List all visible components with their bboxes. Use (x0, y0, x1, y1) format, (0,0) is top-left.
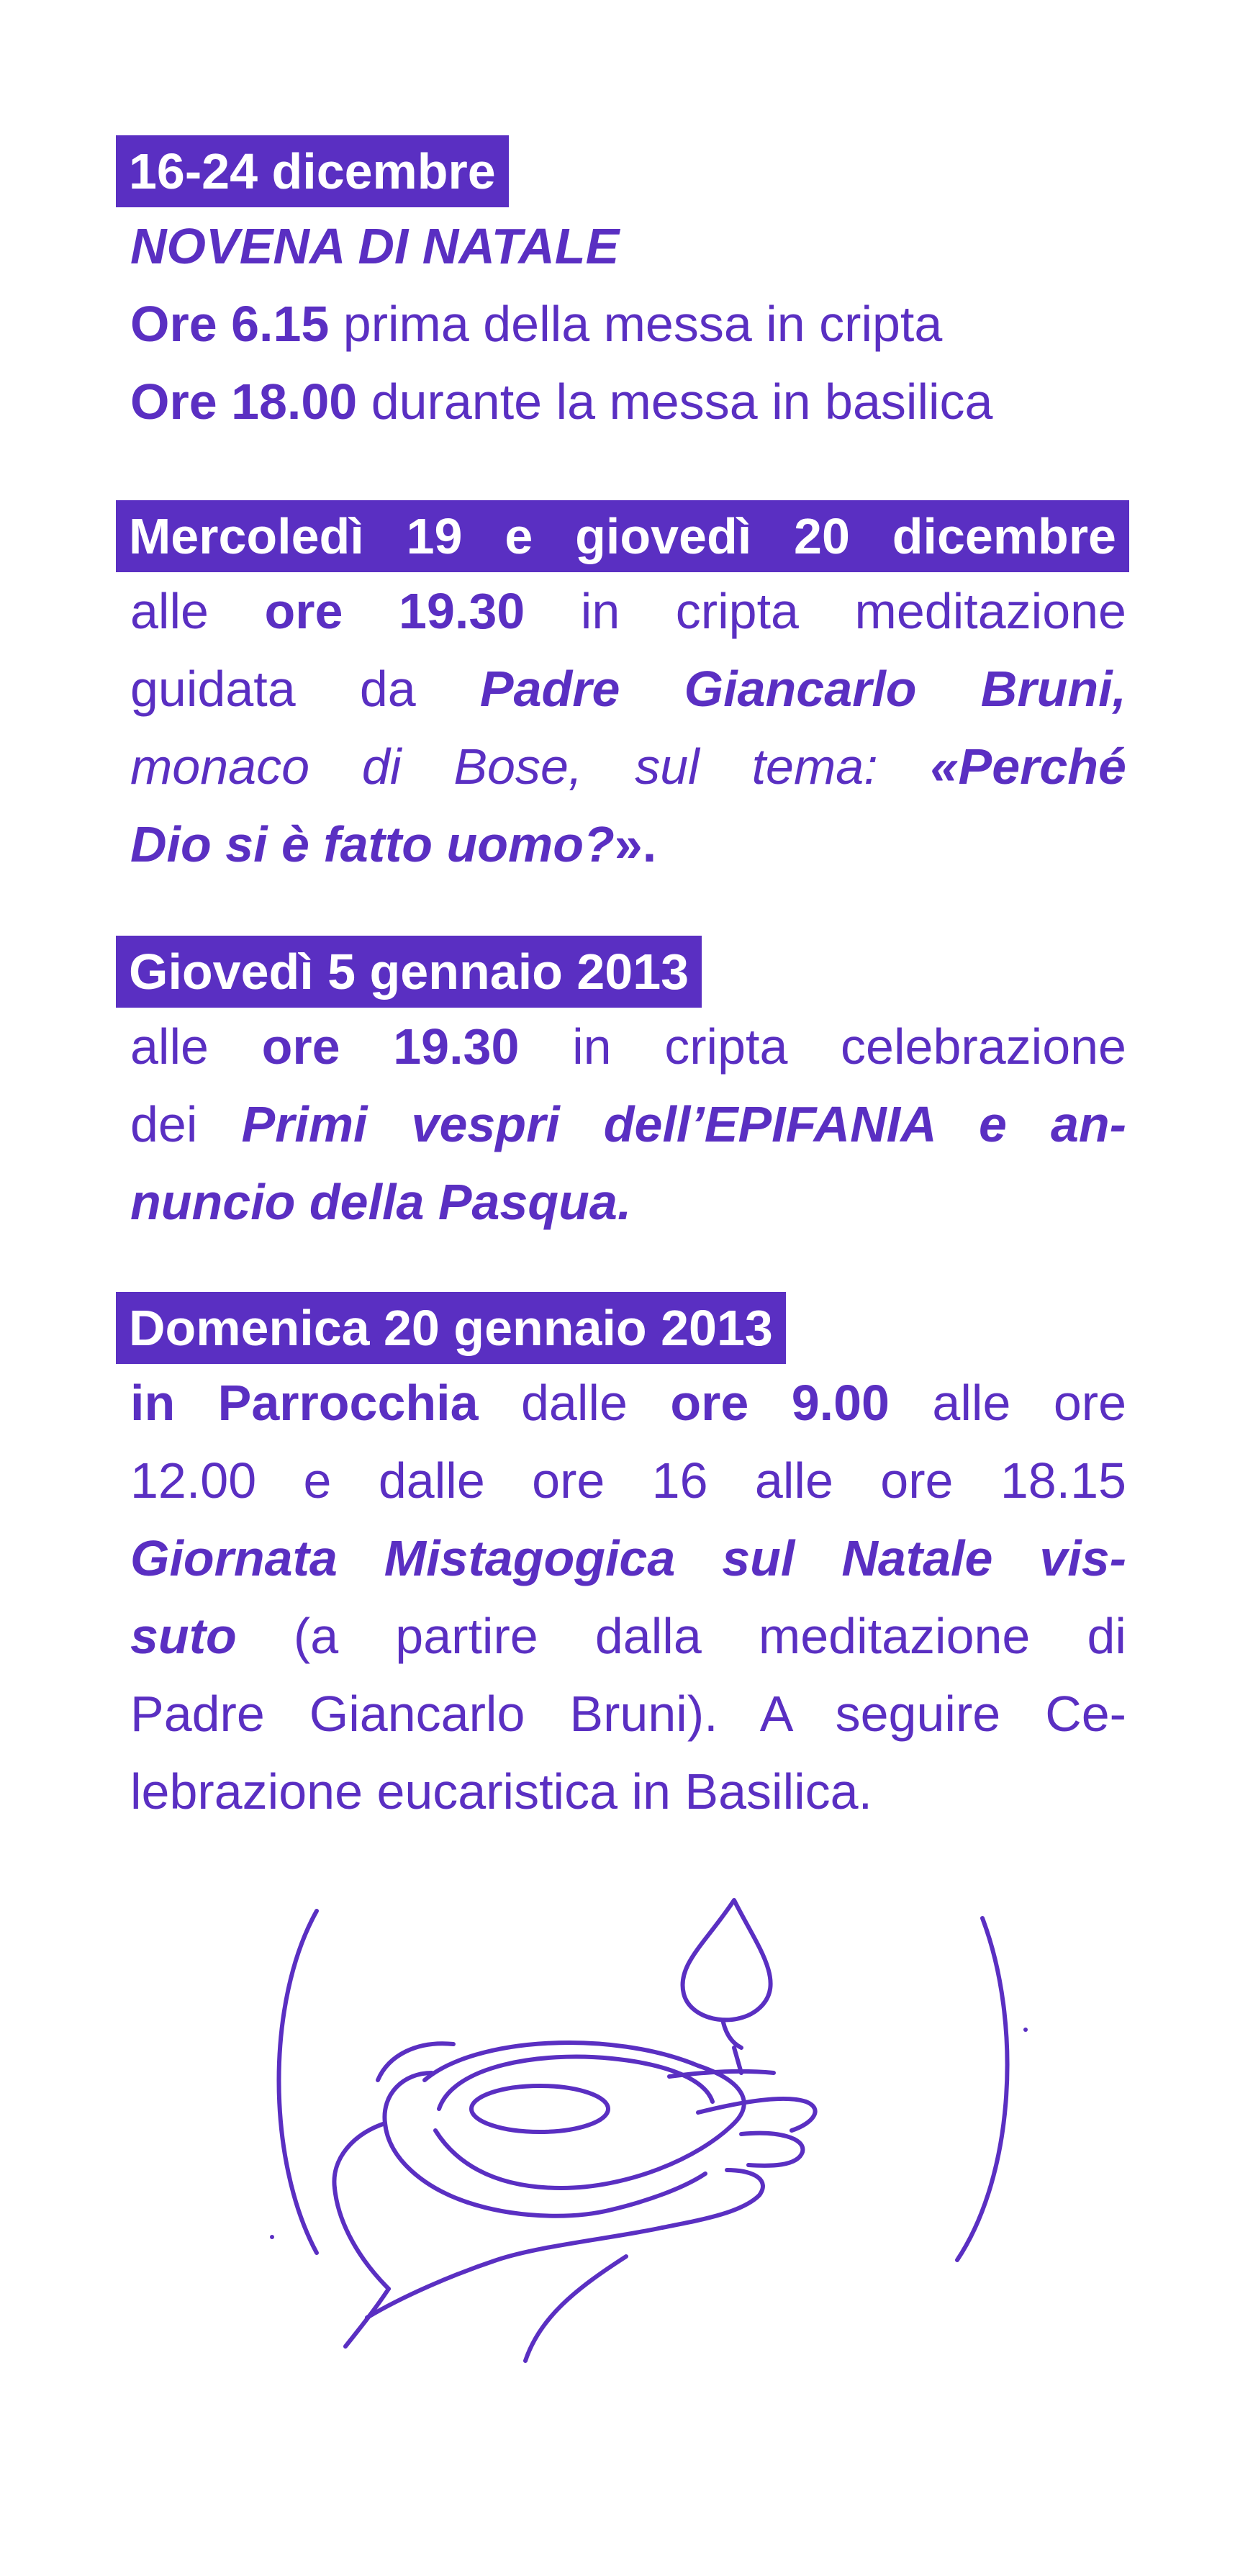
event-title (117, 207, 1129, 285)
section-novena (117, 135, 1129, 440)
body-line: Dio si è fatto uomo?». (130, 816, 657, 872)
body-line: dei Primi vespri dell’EPIFANIA e an- (130, 1096, 1126, 1152)
section-mystagogic-day (117, 1292, 1129, 1830)
body-line: in Parrocchia dalle ore 9.00 alle ore (130, 1375, 1127, 1431)
section-header: 16-24 dicembre (116, 135, 509, 207)
schedule-time: Ore 6.15 (130, 296, 330, 352)
body-line: Giornata Mistagogica sul Natale vis- (130, 1530, 1126, 1586)
section-meditation (117, 500, 1129, 883)
section-header: Domenica 20 gennaio 2013 (116, 1292, 786, 1364)
section-body (117, 1008, 1129, 1241)
schedule-time: Ore 18.00 (130, 374, 358, 430)
body-line: suto (a partire dalla meditazione di (130, 1608, 1126, 1664)
schedule-text: prima della messa in cripta (329, 296, 943, 352)
event-title-text: NOVENA DI NATALE (130, 218, 620, 274)
body-line: lebrazione eucaristica in Basilica. (130, 1763, 873, 1820)
section-body (117, 572, 1129, 883)
section-epiphany (117, 936, 1129, 1241)
body-line: alle ore 19.30 in cripta celebrazione (130, 1018, 1126, 1075)
body-line: monaco di Bose, sul tema: «Perché (130, 738, 1126, 795)
section-body (117, 1364, 1129, 1830)
body-line: guidata da Padre Giancarlo Bruni, (130, 661, 1126, 717)
schedule-text: durante la messa in basilica (357, 374, 993, 430)
section-header: Giovedì 5 gennaio 2013 (116, 936, 702, 1008)
schedule-line (117, 363, 1129, 440)
schedule-line (117, 285, 1129, 363)
body-line: nuncio della Pasqua. (130, 1174, 632, 1230)
section-header: Mercoledì 19 e giovedì 20 dicembre (116, 500, 1129, 572)
body-line: Padre Giancarlo Bruni). A seguire Ce- (130, 1686, 1126, 1742)
body-line: alle ore 19.30 in cripta meditazione (130, 583, 1126, 639)
body-line: 12.00 e dalle ore 16 alle ore 18.15 (130, 1452, 1126, 1509)
hands-holding-lamp-icon (238, 1886, 1029, 2426)
